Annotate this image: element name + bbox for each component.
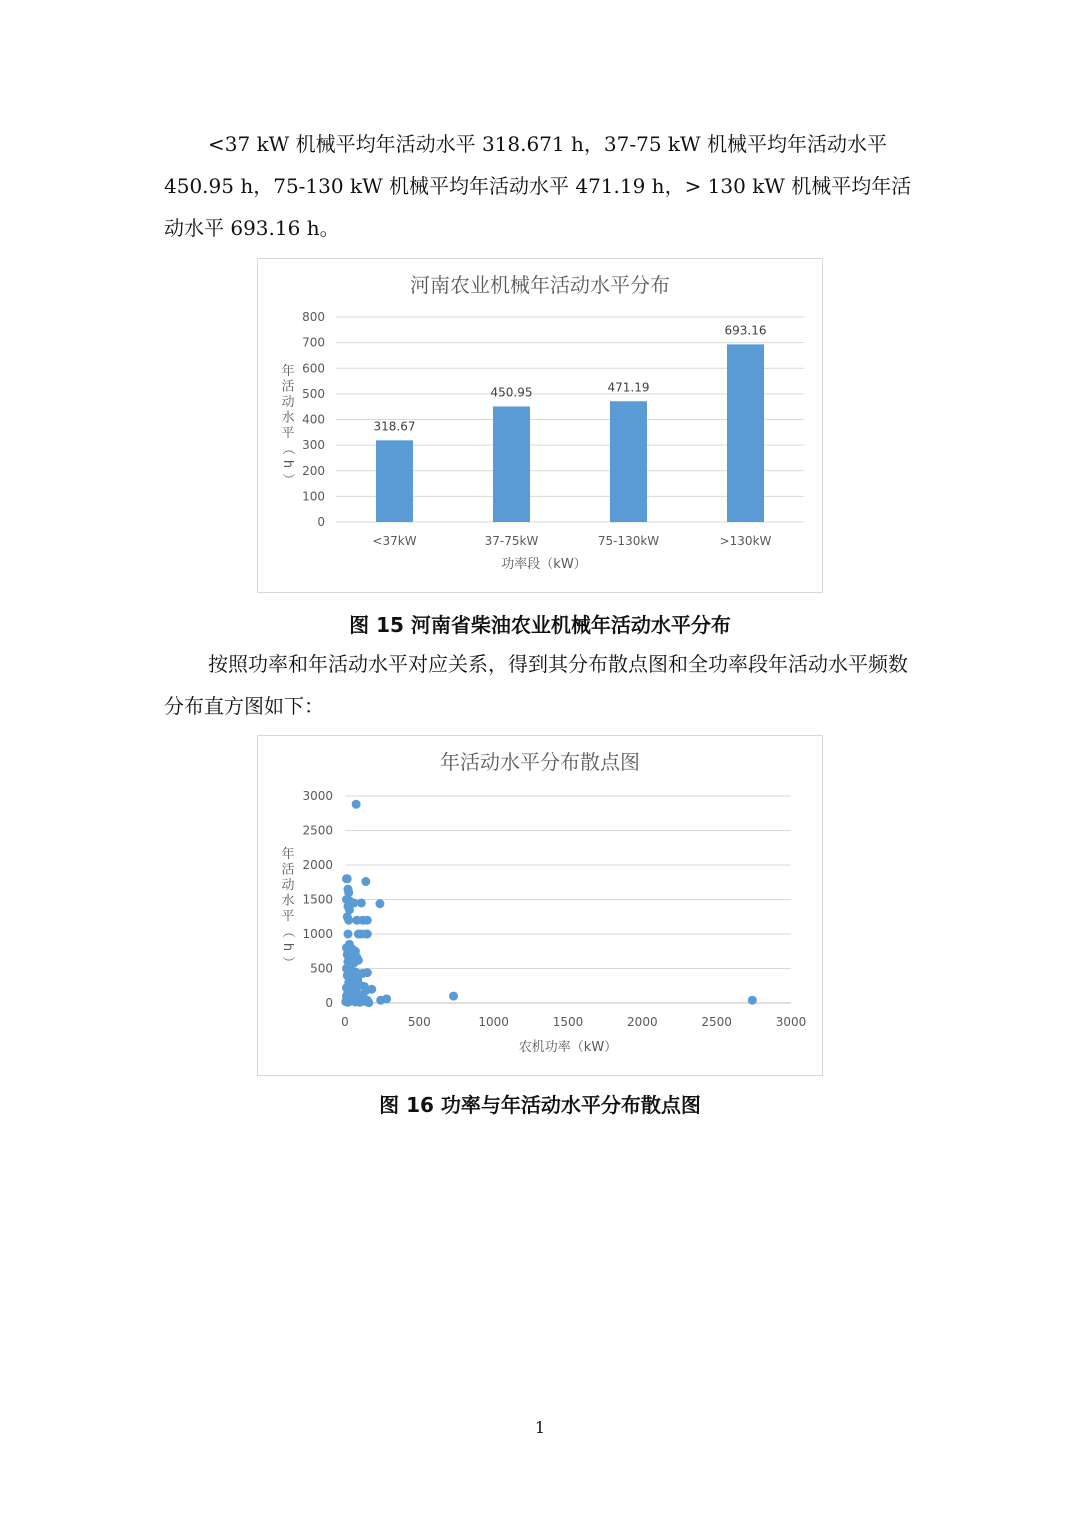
bar	[727, 344, 764, 522]
bars	[374, 323, 767, 522]
y-tick-label: 0	[325, 996, 333, 1010]
y-tick-label: 2000	[302, 858, 333, 872]
y-tick-label: 200	[302, 463, 325, 478]
figure-caption-16: 图 16 功率与年活动水平分布散点图	[379, 1093, 701, 1117]
y-axis-title-char: 平	[281, 909, 295, 924]
scatter-point	[363, 968, 372, 977]
scatter-point	[361, 877, 370, 886]
y-axis-title-char: 平	[281, 426, 295, 441]
figure-caption-15: 图 15 河南省柴油农业机械年活动水平分布	[349, 613, 731, 637]
data-label: 471.19	[607, 380, 650, 395]
scatter-point	[352, 800, 361, 809]
y-tick-label: 2500	[302, 823, 333, 838]
scatter-point	[748, 996, 757, 1005]
y-tick-label: 500	[302, 386, 325, 401]
y-tick-label: 100	[302, 489, 325, 504]
y-tick-label: 500	[310, 961, 333, 976]
y-tick-label: 600	[302, 361, 325, 376]
data-label: 318.67	[373, 419, 416, 434]
scatter-point	[363, 930, 372, 939]
bar	[376, 440, 413, 522]
paragraph-power-summary: <37 kW 机械平均年活动水平 318.671 h，37-75 kW 机械平均年活动水平 450.95 h，75-130 kW 机械平均年活动水平 471.19 h，> 130 kW 机械平均年活动水平 693.16 h。	[164, 132, 912, 240]
x-tick-label: 0	[341, 1015, 349, 1029]
x-tick-label: 500	[407, 1015, 431, 1029]
y-axis-title-char: 活	[281, 379, 295, 395]
x-tick-label: 1000	[478, 1015, 509, 1029]
scatter-point	[344, 916, 353, 925]
y-tick-label: 700	[302, 335, 325, 350]
data-label: 693.16	[724, 323, 767, 338]
scatter-point	[364, 998, 373, 1007]
scatter-point	[343, 930, 352, 939]
y-axis-title	[280, 363, 295, 486]
scatter-chart	[257, 735, 823, 1076]
x-tick-label: 2500	[701, 1015, 732, 1029]
bar-chart-svg	[258, 259, 822, 592]
scatter-point	[367, 985, 376, 994]
scatter-chart-svg	[258, 736, 822, 1075]
gridlines	[345, 796, 791, 1003]
x-tick-label: 1500	[552, 1015, 584, 1029]
y-axis-title-char: h	[280, 459, 295, 469]
bar	[493, 406, 530, 522]
paragraph-scatter-intro: 按照功率和年活动水平对应关系，得到其分布散点图和全功率段年活动水平频数分布直方图如下：	[164, 652, 908, 718]
y-axis-title-char: ）	[280, 955, 295, 970]
data-label: 450.95	[490, 385, 533, 400]
y-axis-title-char: （	[280, 924, 295, 939]
x-tick-label: 37-75kW	[484, 534, 539, 548]
y-tick-label: 0	[317, 515, 325, 529]
y-axis-title-char: ）	[280, 472, 295, 487]
chart-title: 河南农业机械年活动水平分布	[410, 273, 670, 297]
y-axis-title-char: 水	[281, 410, 295, 426]
x-tick-label: >130kW	[719, 534, 772, 548]
bar	[610, 401, 647, 522]
y-axis-title-char: 水	[281, 893, 295, 909]
y-axis-title-char: 年	[281, 847, 295, 862]
page-number: 1	[534, 1418, 546, 1437]
y-tick-label: 3000	[302, 789, 333, 803]
x-axis-title: 功率段（kW）	[501, 557, 587, 572]
y-axis-title-char: h	[280, 942, 295, 952]
x-axis-ticks	[372, 534, 771, 548]
scatter-point	[363, 916, 372, 925]
x-axis-title: 农机功率（kW）	[518, 1040, 618, 1055]
y-axis-title-char: 动	[281, 395, 295, 410]
y-axis-title-char: （	[280, 441, 295, 456]
x-tick-label: <37kW	[372, 534, 417, 548]
chart-title: 年活动水平分布散点图	[440, 750, 640, 774]
scatter-point	[357, 898, 366, 907]
y-tick-label: 1000	[302, 927, 333, 941]
scatter-point	[375, 899, 384, 908]
x-tick-label: 3000	[775, 1015, 807, 1029]
y-axis-ticks	[302, 789, 333, 1010]
y-tick-label: 300	[302, 438, 325, 453]
y-axis-title-char: 动	[281, 878, 295, 893]
x-axis-ticks	[341, 1015, 806, 1029]
y-tick-label: 800	[302, 310, 325, 324]
x-tick-label: 2000	[627, 1015, 658, 1029]
scatter-point	[449, 992, 458, 1001]
y-axis-title-char: 年	[281, 364, 295, 379]
y-axis-title-char: 活	[281, 862, 295, 878]
y-axis-ticks	[302, 310, 325, 529]
y-tick-label: 400	[302, 412, 325, 427]
scatter-point	[343, 874, 352, 883]
x-tick-label: 75-130kW	[597, 534, 660, 548]
bar-chart	[257, 258, 823, 593]
y-axis-title	[280, 846, 295, 969]
y-tick-label: 1500	[302, 892, 333, 907]
scatter-point	[382, 994, 391, 1003]
scatter-point	[354, 956, 363, 965]
